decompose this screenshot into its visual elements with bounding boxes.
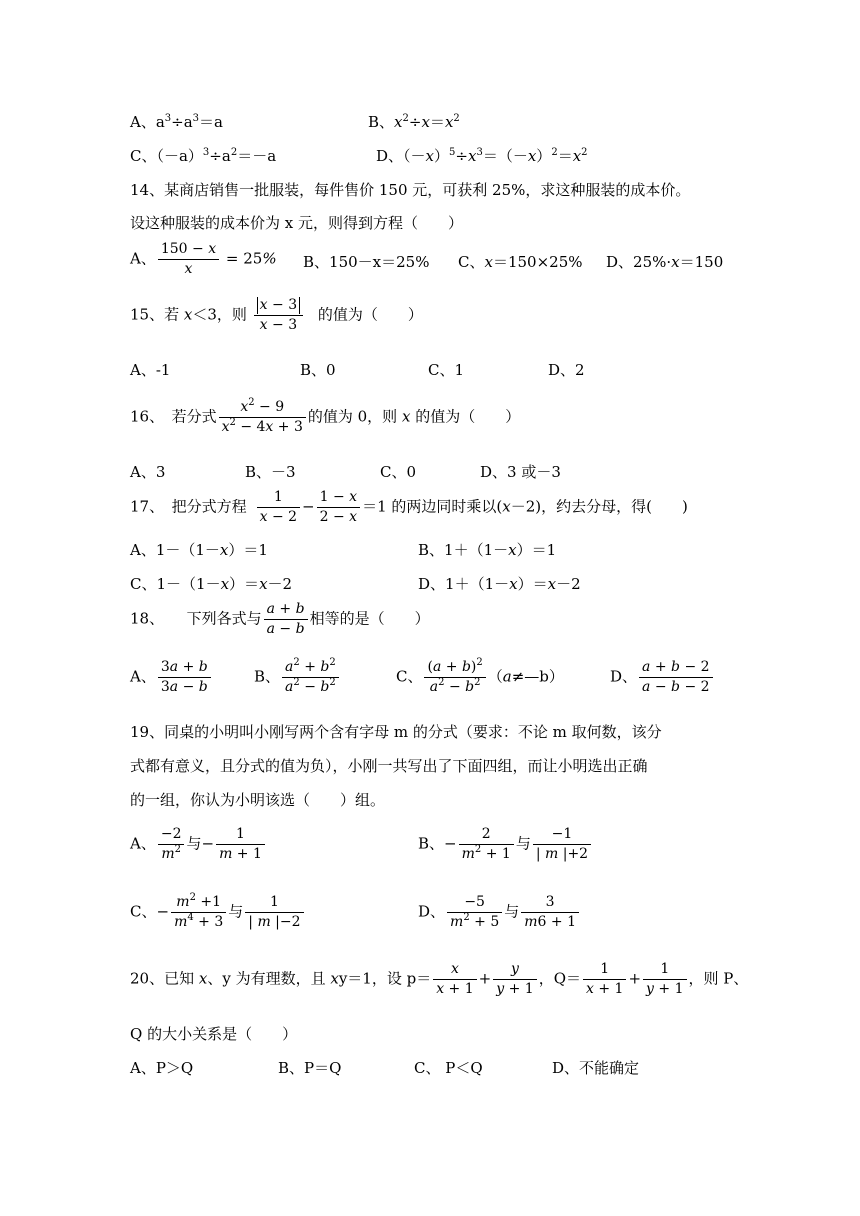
q17-option-a: A、1－（1－x）＝1 — [130, 541, 268, 559]
q18-stem-prefix: 18、 下列各式与 — [130, 609, 262, 628]
q16-option-a: A、3 — [130, 463, 166, 481]
q19-option-a: A、 $\frac{-2}{m^2}$ 与− $\frac{1}{m + 1}$ — [130, 825, 267, 864]
q19-option-c: C、− $\frac{m^2 +1}{m^4 + 3}$ 与 $\frac{1}{| m |-2}$ — [130, 893, 306, 932]
q19-option-d: D、 $\frac{-5}{m^2 + 5}$ 与 $\frac{3}{m6 + 1}$ — [418, 893, 581, 932]
q18-option-b: B、 $\frac{a^2 + b^2}{a^2 - b^2}$ — [254, 658, 341, 697]
q20-stem-line1: 20、已知 x、y 为有理数，且 xy＝1，设 p＝ $\frac{x}{x + 1}$ + $\frac{y}{y + 1}$ ，Q＝ $\frac{1}{x + 1}$ + $\frac{1}{y + 1}$ ，则 P、 — [130, 961, 749, 997]
q14-option-c: C、x＝150×25% — [458, 253, 583, 271]
q19-stem-line3: 的一组，你认为小明该选（ ）组。 — [130, 791, 386, 809]
q14-option-a: A、 $\frac{150 - x}{x}$ = 25% — [130, 241, 277, 277]
q14-option-b: B、150－x＝25% — [303, 253, 430, 271]
q18-stem-suffix: 相等的是（ ） — [309, 609, 430, 628]
q15-option-c: C、1 — [428, 361, 465, 379]
q20-option-a: A、P＞Q — [130, 1059, 194, 1077]
q20-stem-line2: Q 的大小关系是（ ） — [130, 1025, 298, 1043]
q15-stem-suffix: 的值为（ ） — [317, 305, 423, 324]
q19-stem-line2: 式都有意义，且分式的值为负），小刚一共写出了下面四组，而让小明选出正确 — [130, 757, 648, 775]
q17-stem-prefix: 17、 把分式方程 — [130, 497, 247, 516]
q14-stem-line2: 设这种服装的成本价为 x 元，则得到方程（ ） — [130, 214, 463, 232]
q15-option-d: D、2 — [548, 361, 585, 379]
q13-option-b: B、$x^2\div x=x^2$ — [368, 113, 460, 131]
q18-option-c: C、 $\frac{(a + b)^2}{a^2 - b^2}$ （a≠—b） — [396, 657, 564, 695]
q16-option-c: C、0 — [380, 463, 417, 481]
q13-option-c: C、$(-a)^3\div a^2=-a$ — [130, 147, 277, 165]
q20-option-d: D、不能确定 — [552, 1059, 640, 1077]
q16-stem-prefix: 16、 若分式 — [130, 407, 217, 426]
q14-option-d: D、25%·x＝150 — [606, 253, 724, 271]
q20-option-c: C、 P＜Q — [414, 1059, 483, 1077]
q18-option-a: A、 $\frac{3a + b}{3a - b}$ — [130, 658, 213, 697]
q18-option-d: D、 $\frac{a + b - 2}{a - b - 2}$ — [610, 658, 715, 697]
q13-option-a: A、$a^3\div a^3=a$ — [130, 113, 223, 131]
q17-option-b: B、1＋（1－x）＝1 — [418, 541, 557, 559]
q19-option-b: B、− $\frac{2}{m^2 + 1}$ 与 $\frac{-1}{| m |+2}$ — [418, 825, 593, 864]
q15-option-b: B、0 — [300, 361, 336, 379]
q19-stem-line1: 19、同桌的小明叫小刚写两个含有字母 m 的分式（要求：不论 m 取何数，该分 — [130, 723, 662, 741]
q18-stem: 18、 下列各式与 $\frac{a + b}{a - b}$ 相等的是（ ） — [130, 601, 430, 637]
q16-stem: 16、 若分式 $\frac{x^2 - 9}{x^2 - 4x + 3}$ 的值为 0，则 x 的值为（ ） — [130, 397, 521, 435]
q14-stem-line1: 14、某商店销售一批服装，每件售价 150 元，可获利 25%，求这种服装的成本价。 — [130, 181, 691, 199]
q16-option-b: B、－3 — [245, 463, 296, 481]
q20-option-b: B、P＝Q — [278, 1059, 342, 1077]
q17-stem: 17、 把分式方程 $\frac{1}{x - 2}$ − $\frac{1 - x}{2 - x}$ ＝1 的两边同时乘以(x－2)，约去分母，得( ) — [130, 489, 688, 525]
q15-option-a: A、-1 — [130, 361, 171, 379]
q15-stem: 15、若 x＜3，则 $\frac{x - 3}{x - 3}$ 的值为（ ） — [130, 297, 423, 333]
q16-option-d: D、3 或－3 — [480, 463, 561, 481]
q17-option-d: D、1＋（1－x）＝x－2 — [418, 575, 581, 593]
q17-option-c: C、1－（1－x）＝x－2 — [130, 575, 293, 593]
q13-option-d: D、$(-x)^5\div x^3=(-x)^2=x^2$ — [376, 147, 588, 165]
